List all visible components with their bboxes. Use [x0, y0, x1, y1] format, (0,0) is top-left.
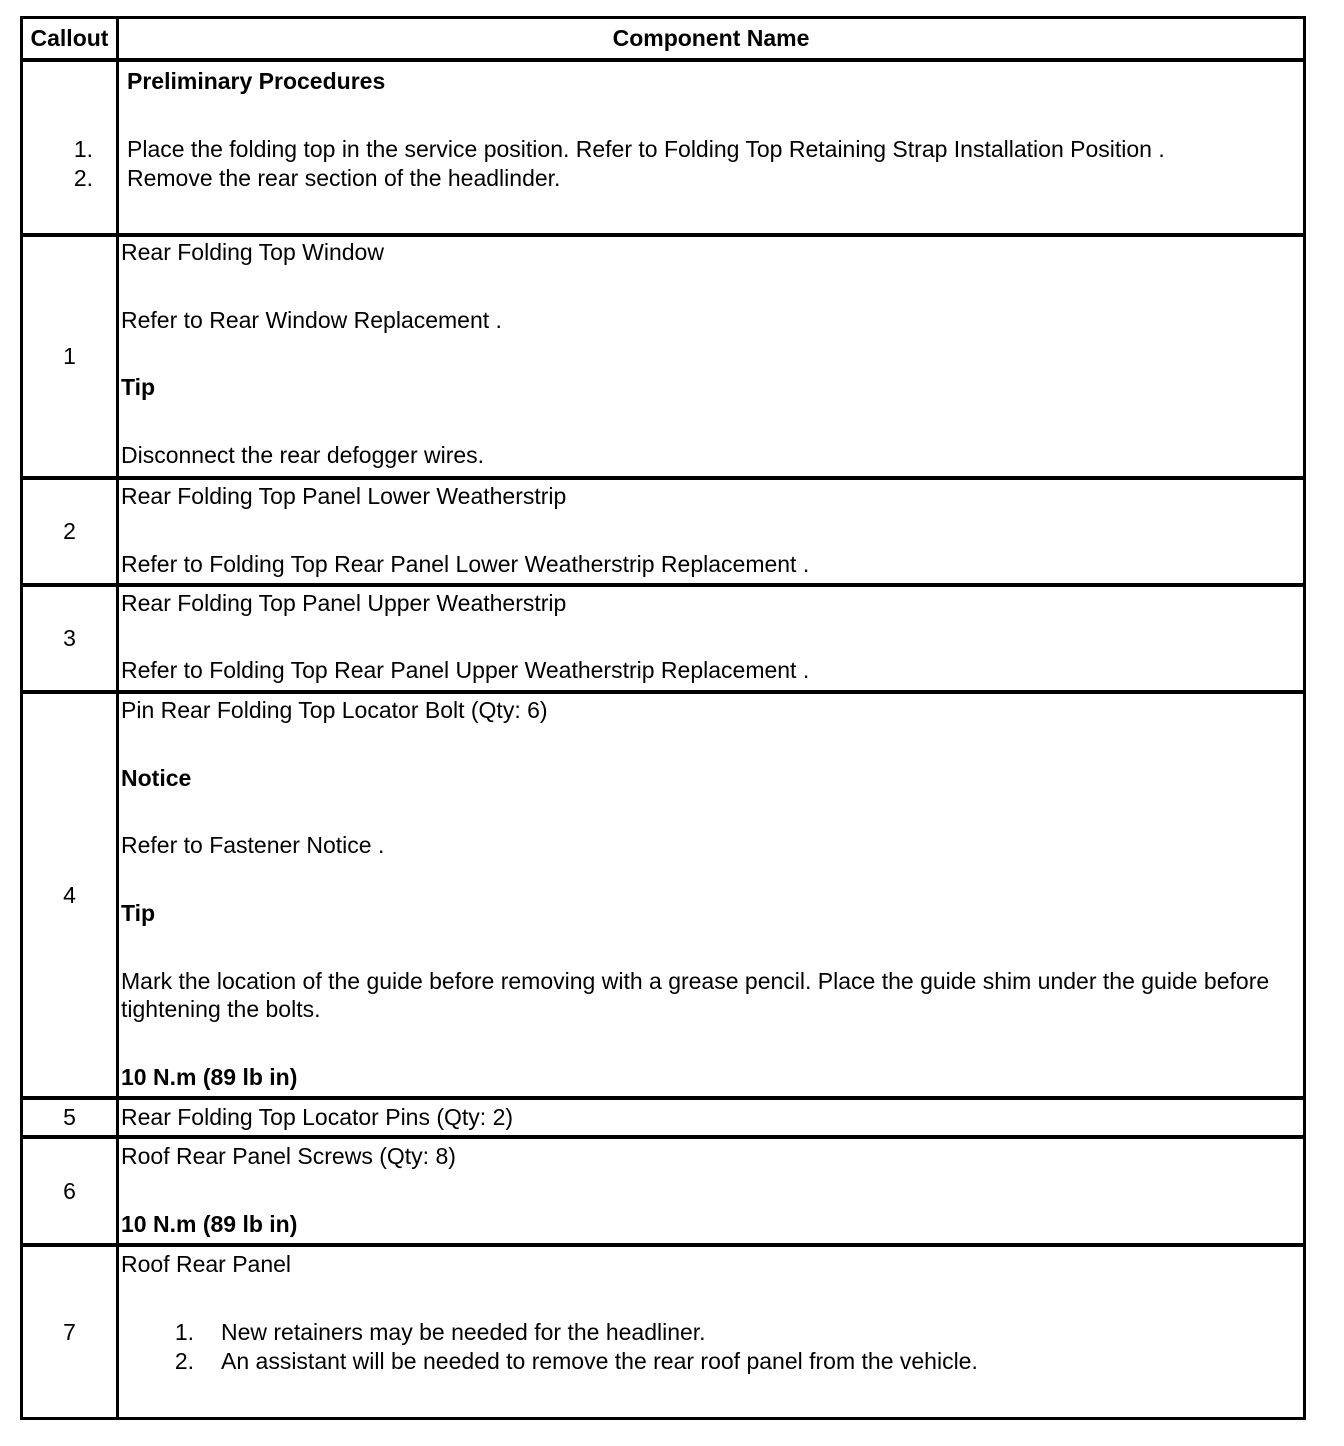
component-cell	[119, 237, 1303, 476]
tip-label: Tip	[121, 374, 156, 400]
preliminary-step-text: Remove the rear section of the headlinder.	[127, 165, 561, 191]
step-number: 2.	[174, 1348, 194, 1374]
tip-text: Disconnect the rear defogger wires.	[121, 442, 485, 468]
component-name: Rear Folding Top Window	[121, 239, 384, 265]
table-row	[23, 233, 1303, 476]
table-row	[23, 1243, 1303, 1417]
preliminary-title: Preliminary Procedures	[127, 68, 386, 94]
table-header-row	[23, 19, 1303, 58]
step-text: An assistant will be needed to remove the rear roof panel from the vehicle.	[221, 1348, 978, 1374]
preliminary-step-number: 2.	[73, 165, 93, 191]
reference-text: Refer to Folding Top Rear Panel Upper Weatherstrip Replacement .	[121, 657, 810, 683]
torque-spec: 10 N.m (89 lb in)	[121, 1064, 298, 1090]
reference-text: Refer to Folding Top Rear Panel Lower Weatherstrip Replacement .	[121, 551, 810, 577]
preliminary-step-text: Place the folding top in the service position. Refer to Folding Top Retaining Strap Installation Position .	[127, 136, 1165, 162]
notice-text: Refer to Fastener Notice .	[121, 832, 385, 858]
component-cell	[119, 694, 1303, 1096]
torque-spec: 10 N.m (89 lb in)	[121, 1211, 298, 1237]
component-name: Rear Folding Top Panel Upper Weatherstrip	[121, 590, 567, 616]
step-text: New retainers may be needed for the headliner.	[221, 1319, 706, 1345]
table-row	[23, 1096, 1303, 1135]
preliminary-cell	[73, 62, 1303, 233]
tip-label: Tip	[121, 900, 156, 926]
preliminary-step-number: 1.	[73, 136, 93, 162]
table-row	[23, 690, 1303, 1096]
component-name: Roof Rear Panel	[121, 1251, 292, 1277]
step-number: 1.	[174, 1319, 194, 1345]
table-row	[23, 1135, 1303, 1243]
callout-number: 6	[23, 1139, 119, 1243]
component-cell	[119, 480, 1303, 583]
callout-number: 7	[23, 1247, 119, 1417]
header-component-name: Component Name	[612, 25, 810, 51]
component-name: Roof Rear Panel Screws (Qty: 8)	[121, 1143, 456, 1169]
component-cell	[119, 1247, 1303, 1417]
tip-text: Mark the location of the guide before removing with a grease pencil. Place the guide shim under the guide before tightening the bolts.	[121, 968, 1270, 1022]
table-row	[23, 583, 1303, 690]
component-cell	[119, 587, 1303, 690]
callout-number: 2	[23, 480, 119, 583]
callout-number: 3	[23, 587, 119, 690]
header-callout: Callout	[23, 19, 119, 58]
component-cell	[119, 1139, 1303, 1243]
table-row	[23, 476, 1303, 583]
notice-label: Notice	[121, 765, 192, 791]
component-name: Rear Folding Top Panel Lower Weatherstrip	[121, 483, 567, 509]
component-name: Rear Folding Top Locator Pins (Qty: 2)	[121, 1104, 514, 1130]
callout-number: 1	[23, 237, 119, 476]
component-table	[20, 16, 1306, 1420]
callout-number: 4	[23, 694, 119, 1096]
component-name: Pin Rear Folding Top Locator Bolt (Qty: 6)	[121, 697, 548, 723]
preliminary-row	[23, 58, 1303, 233]
component-cell	[119, 1100, 1303, 1135]
reference-text: Refer to Rear Window Replacement .	[121, 307, 502, 333]
callout-number: 5	[23, 1100, 119, 1135]
